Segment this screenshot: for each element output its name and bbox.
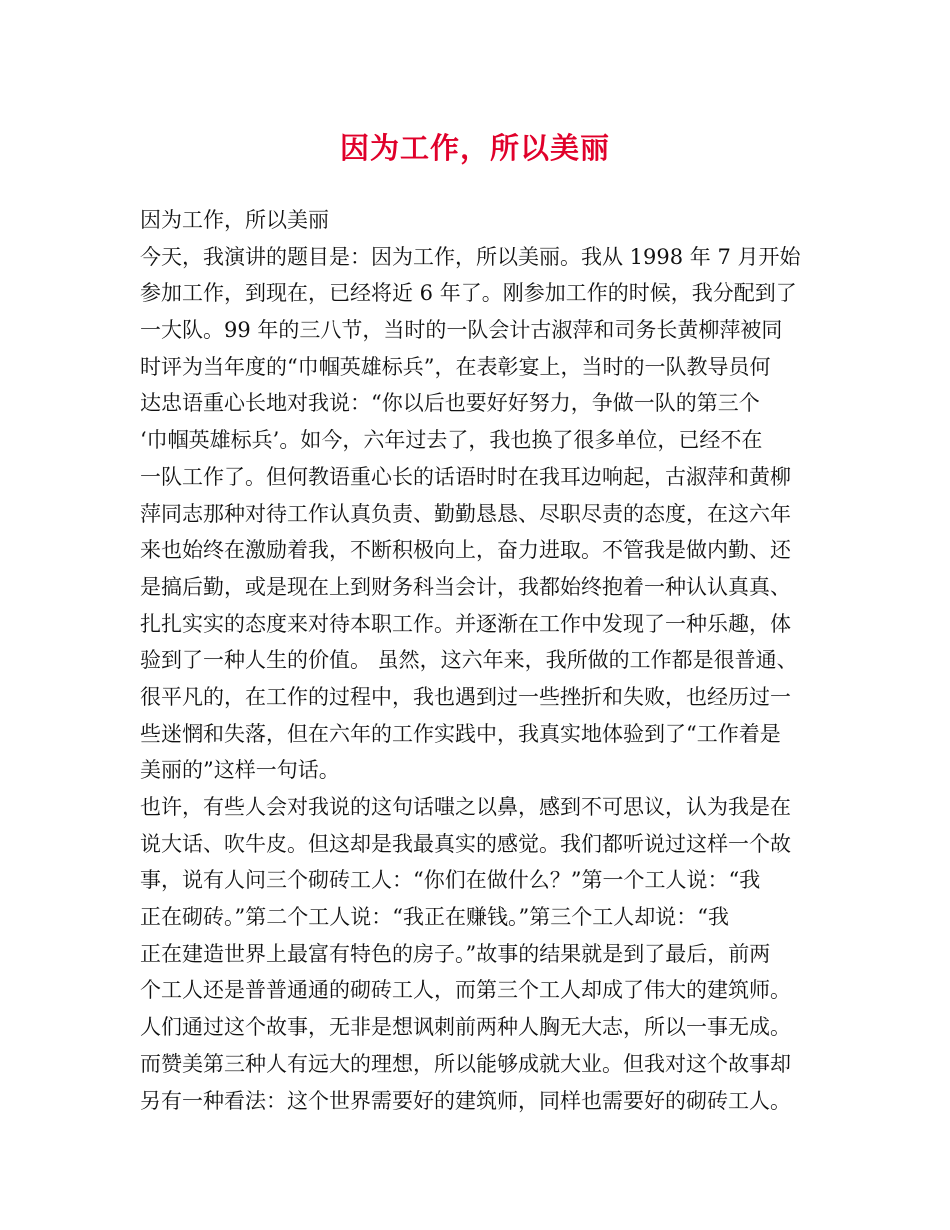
text-line: 验到了一种人生的价值。 虽然，这六年来，我所做的工作都是很普通、 (140, 648, 798, 673)
text-line: 另有一种看法：这个世界需要好的建筑师，同样也需要好的砌砖工人。 (140, 1088, 791, 1113)
text-line: 美丽的”这样一句话。 (140, 758, 340, 783)
document-title: 因为工作，所以美丽 (339, 131, 610, 165)
text-line: 正在砌砖。”第二个工人说：“我正在赚钱。”第三个工人却说：“我 (140, 905, 729, 930)
text-line: 因为工作，所以美丽 (140, 208, 329, 232)
text-line: 事，说有人问三个砌砖工人：“你们在做什么？”第一个工人说：“我 (140, 868, 761, 893)
text-line: 参加工作，到现在，已经将近 6 年了。刚参加工作的时候，我分配到了 (140, 281, 797, 306)
text-line: 时评为当年度的“巾帼英雄标兵”，在表彰宴上，当时的一队教导员何 (140, 354, 771, 379)
text-line: 很平凡的，在工作的过程中，我也遇到过一些挫折和失败，也经历过一 (140, 684, 791, 709)
text-line: 扎扎实实的态度来对待本职工作。并逐渐在工作中发现了一种乐趣，体 (140, 611, 791, 636)
text-line: 正在建造世界上最富有特色的房子。”故事的结果就是到了最后，前两 (140, 941, 771, 966)
document-body (140, 202, 820, 1119)
text-line: 萍同志那种对待工作认真负责、勤勤恳恳、尽职尽责的态度，在这六年 (140, 501, 791, 526)
text-line: 也许，有些人会对我说的这句话嗤之以鼻，感到不可思议，认为我是在 (140, 795, 791, 819)
text-line: 说大话、吹牛皮。但这却是我最真实的感觉。我们都听说过这样一个故 (140, 831, 791, 856)
text-line: 人们通过这个故事，无非是想讽刺前两种人胸无大志，所以一事无成。 (140, 1015, 791, 1040)
text-line: 一大队。99 年的三八节，当时的一队会计古淑萍和司务长黄柳萍被同 (140, 318, 783, 343)
text-line: 来也始终在激励着我，不断积极向上，奋力进取。不管我是做内勤、还 (140, 538, 791, 563)
text-line: 而赞美第三种人有远大的理想，所以能够成就大业。但我对这个故事却 (140, 1051, 791, 1076)
text-line: 是搞后勤，或是现在上到财务科当会计，我都始终抱着一种认认真真、 (140, 574, 791, 599)
text-line: 个工人还是普普通通的砌砖工人，而第三个工人却成了伟大的建筑师。 (140, 978, 791, 1003)
text-line: 些迷惘和失落，但在六年的工作实践中，我真实地体验到了“工作着是 (140, 721, 781, 746)
text-line: ‘巾帼英雄标兵’。如今，六年过去了，我也换了很多单位，已经不在 (140, 428, 763, 453)
text-line: 达忠语重心长地对我说：“你以后也要好好努力，争做一队的第三个 (140, 391, 760, 416)
text-line: 今天，我演讲的题目是：因为工作，所以美丽。我从 1998 年 7 月开始 (140, 244, 801, 269)
text-line: 一队工作了。但何教语重心长的话语时时在我耳边响起，古淑萍和黄柳 (140, 464, 791, 489)
